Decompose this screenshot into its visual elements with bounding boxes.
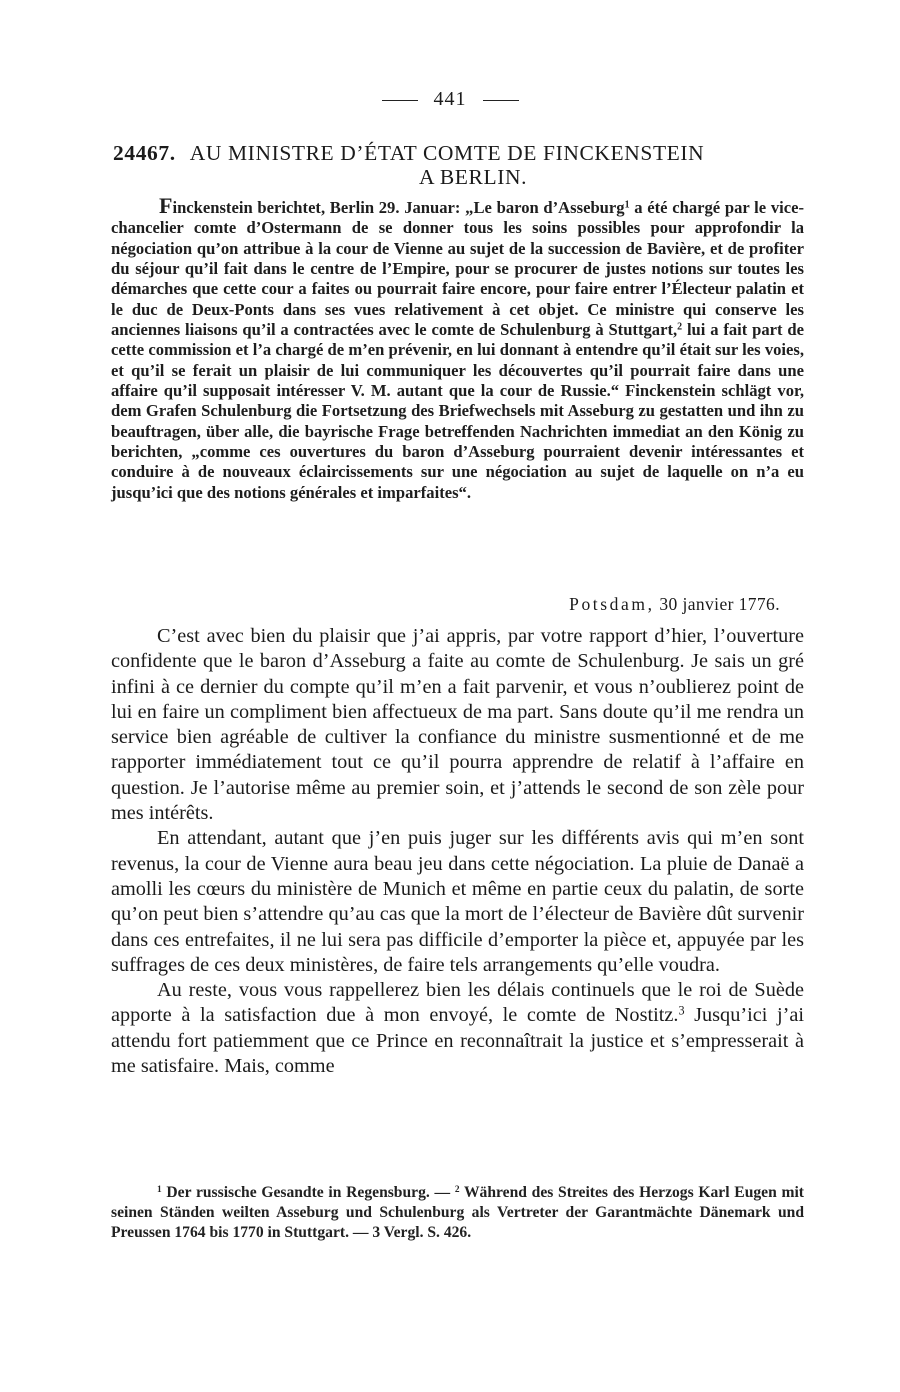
footnote-1-marker: 1 — [157, 1184, 162, 1195]
page-number-rule-left — [382, 100, 418, 101]
footnotes — [111, 1183, 804, 1243]
footnote-2-text: Während des Streites des Herzogs Karl Eugen mit seinen Ständen weilten Asseburg und Schulenburg als Vertreter der Garantmächte Dänemark und Preussen 1764 bis 1770 in Stuttgart. — — [111, 1184, 804, 1241]
dateline-place: Potsdam, — [569, 594, 655, 614]
letter-paragraph-1: C’est avec bien du plaisir que j’ai appris, par votre rapport d’hier, l’ouverture confidente que le baron d’Asseburg a faite au comte de Schulenburg. Je sais un gré infini à ce dernier du compte qu’il m’en a fait parvenir, et vous n’oublierez point de lui en faire un compliment bien affectueux de ma part. Sans doute qu’il me rendra un service bien agréable de cultiver la confiance du ministre susmentionné et de me rapporter immédiatement tout ce qu’il pourra apprendre de relatif à l’affaire en question. Je l’autorise même au premier soin, et j’attends le second de son zèle pour mes intérêts. — [111, 625, 804, 825]
document-number: 24467. — [113, 141, 176, 165]
page-number-text: 441 — [433, 88, 467, 110]
summary-initial: F — [159, 193, 173, 218]
footnote-block — [111, 1183, 804, 1243]
footnote-ref-2: 2 — [677, 321, 683, 333]
letter-paragraph-3 — [111, 978, 804, 1079]
letter-paragraph-3-start: Au reste, vous vous rappellerez bien les délais continuels que le roi de Suède apporte à la satisfaction due à mon envoyé, le comte de Nostitz. — [111, 979, 804, 1027]
letter-dateline — [569, 594, 780, 615]
page-number-rule-right — [483, 100, 519, 101]
editorial-summary — [111, 193, 804, 503]
document-heading — [113, 141, 793, 189]
summary-text-part1: inckenstein berichtet, Berlin 29. Januar: „Le baron d’Asseburg — [172, 198, 625, 217]
footnote-3-text: Vergl. S. 426. — [380, 1224, 472, 1241]
letter-paragraph-3-end: Jusqu’ici j’ai attendu fort patiemment que ce Prince en reconnaîtrait la justice et s’empresserait à me satisfaire. Mais, comme — [111, 1004, 804, 1078]
footnote-ref-3: 3 — [678, 1003, 685, 1018]
heading-title-line1: AU MINISTRE D’ÉTAT COMTE DE FINCKENSTEIN — [189, 141, 705, 165]
dateline-date: 30 janvier 1776. — [659, 594, 780, 614]
summary-text-part2: a été chargé par le vice-chancelier comte d’Ostermann de se donner tous les soins possibles pour approfondir la négociation qu’on attribue à la cour de Vienne au sujet de la succession de Bavière, et de profiter du séjour qu’il fait dans le centre de l’Empire, pour se procurer de justes notions sur toutes les démarches que cette cour a faites ou pourrait faire encore, pour faire entrer l’Électeur palatin et le duc de Deux-Ponts dans ses vues relativement à cet objet. Ce ministre qui conserve les anciennes liaisons qu’il a contractées avec le comte de Schulenburg à Stuttgart, — [111, 198, 804, 340]
heading-title-line2: A BERLIN. — [418, 165, 528, 189]
footnote-2-marker: 2 — [454, 1184, 460, 1195]
footnote-1-text: Der russische Gesandte in Regensburg. — — [161, 1184, 455, 1201]
letter-paragraph-2: En attendant, autant que j’en puis juger sur les différents avis qui m’en sont revenus, la cour de Vienne aura beau jeu dans cette négociation. La pluie de Danaë a amolli les cœurs du ministère de Munich et même en partie ceux du palatin, de sorte qu’on peut bien s’attendre qu’au cas que la mort de l’électeur de Bavière dût survenir dans ces entrefaites, il ne lui sera pas difficile d’emporter la pièce et, appuyée par les suffrages de ces deux ministères, de faire tels arrangements qu’elle voudra. — [111, 827, 804, 976]
letter-body — [111, 624, 804, 1079]
page-number — [0, 88, 900, 111]
footnote-ref-1: 1 — [624, 199, 630, 211]
summary-text-part3: lui a fait part de cette commission et l’a chargé de m’en prévenir, en lui donnant à entendre qu’il était sur les voies, et qu’il se ferait un plaisir de lui communiquer les découvertes qu’il pourrait faire dans une affaire qu’il supposait intéresser V. M. autant que la cour de Russie.“ Finckenstein schlägt vor, dem Grafen Schulenburg die Fortsetzung des Briefwechsels mit Asseburg zu gestatten und ihn zu beauftragen, über alle, die bayrische Frage betreffenden Nachrichten immediat an den König zu berichten, „comme ces ouvertures du baron d’Asseburg pourraient devenir intéressantes et conduire à de nouveaux éclaircissements sur une négociation au sujet de laquelle on n’a eu jusqu’ici que des notions générales et imparfaites“. — [111, 320, 804, 502]
footnote-3-marker: 3 — [372, 1224, 381, 1241]
